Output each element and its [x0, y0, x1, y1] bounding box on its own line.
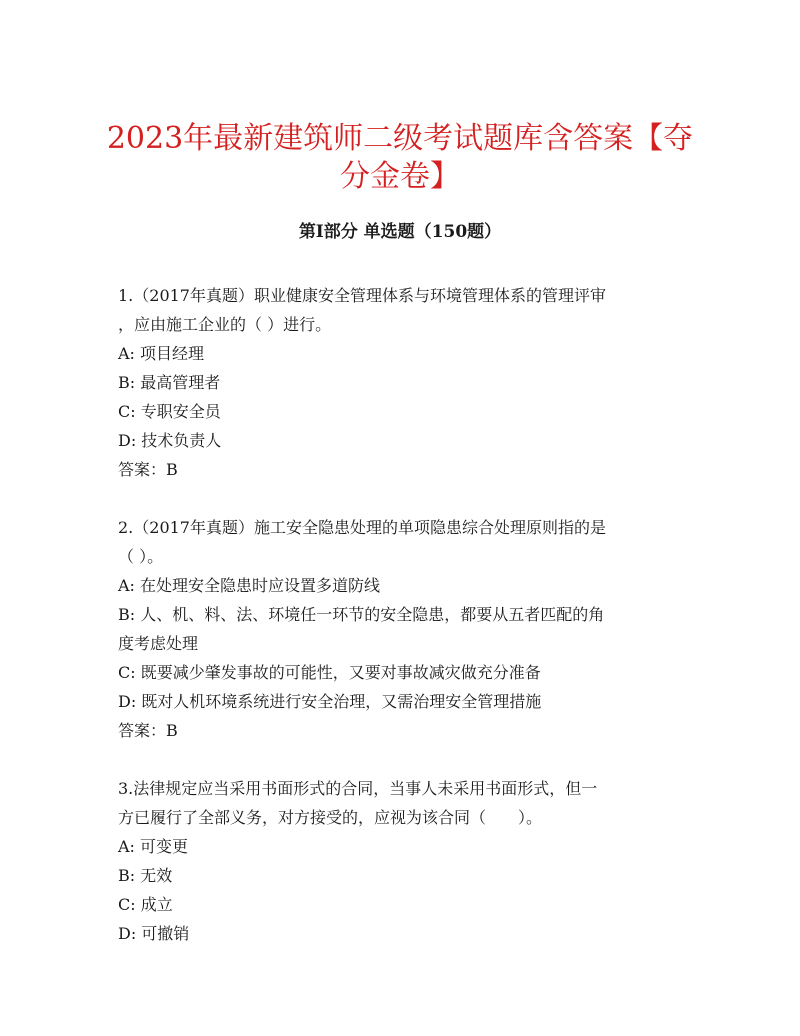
option-c: C: 专职安全员	[118, 402, 221, 421]
option-a: A: 在处理安全隐患时应设置多道防线	[118, 576, 381, 595]
answer-line: 答案：B	[118, 460, 178, 479]
option-d: D: 既对人机环境系统进行安全治理，又需治理安全管理措施	[118, 692, 542, 711]
option-c: C: 既要减少肇发事故的可能性，又要对事故减灾做充分准备	[118, 663, 541, 682]
option-d: D: 可撤销	[118, 924, 190, 943]
question-list	[118, 281, 690, 977]
question-3	[118, 774, 690, 948]
option-b: B: 最高管理者	[118, 373, 221, 392]
option-c: C: 成立	[118, 895, 173, 914]
document-title	[100, 120, 700, 196]
question-stem-line: （ ）。	[118, 547, 164, 566]
option-b: B: 人、机、料、法、环境任一环节的安全隐患，都要从五者匹配的角	[118, 605, 605, 624]
question-1	[118, 281, 690, 484]
section-heading: 第I部分 单选题（150题）	[298, 222, 502, 242]
question-stem-line: 2.（2017年真题）施工安全隐患处理的单项隐患综合处理原则指的是	[118, 518, 606, 537]
title-line-1: 2023年最新建筑师二级考试题库含答案【夺	[106, 121, 694, 156]
question-stem-line: 方已履行了全部义务，对方接受的，应视为该合同（ ）。	[118, 808, 543, 827]
question-stem-line: 3.法律规定应当采用书面形式的合同，当事人未采用书面形式，但一	[118, 779, 598, 798]
option-a: A: 可变更	[118, 837, 189, 856]
question-stem-line: ，应由施工企业的（ ）进行。	[118, 315, 332, 334]
question-stem-line: 1.（2017年真题）职业健康安全管理体系与环境管理体系的管理评审	[118, 286, 606, 305]
option-b: B: 无效	[118, 866, 173, 885]
option-a: A: 项目经理	[118, 344, 205, 363]
answer-line: 答案：B	[118, 721, 178, 740]
question-2	[118, 513, 690, 745]
option-d: D: 技术负责人	[118, 431, 222, 450]
option-b-continued: 度考虑处理	[118, 634, 199, 653]
title-line-2: 分金卷】	[340, 159, 460, 194]
